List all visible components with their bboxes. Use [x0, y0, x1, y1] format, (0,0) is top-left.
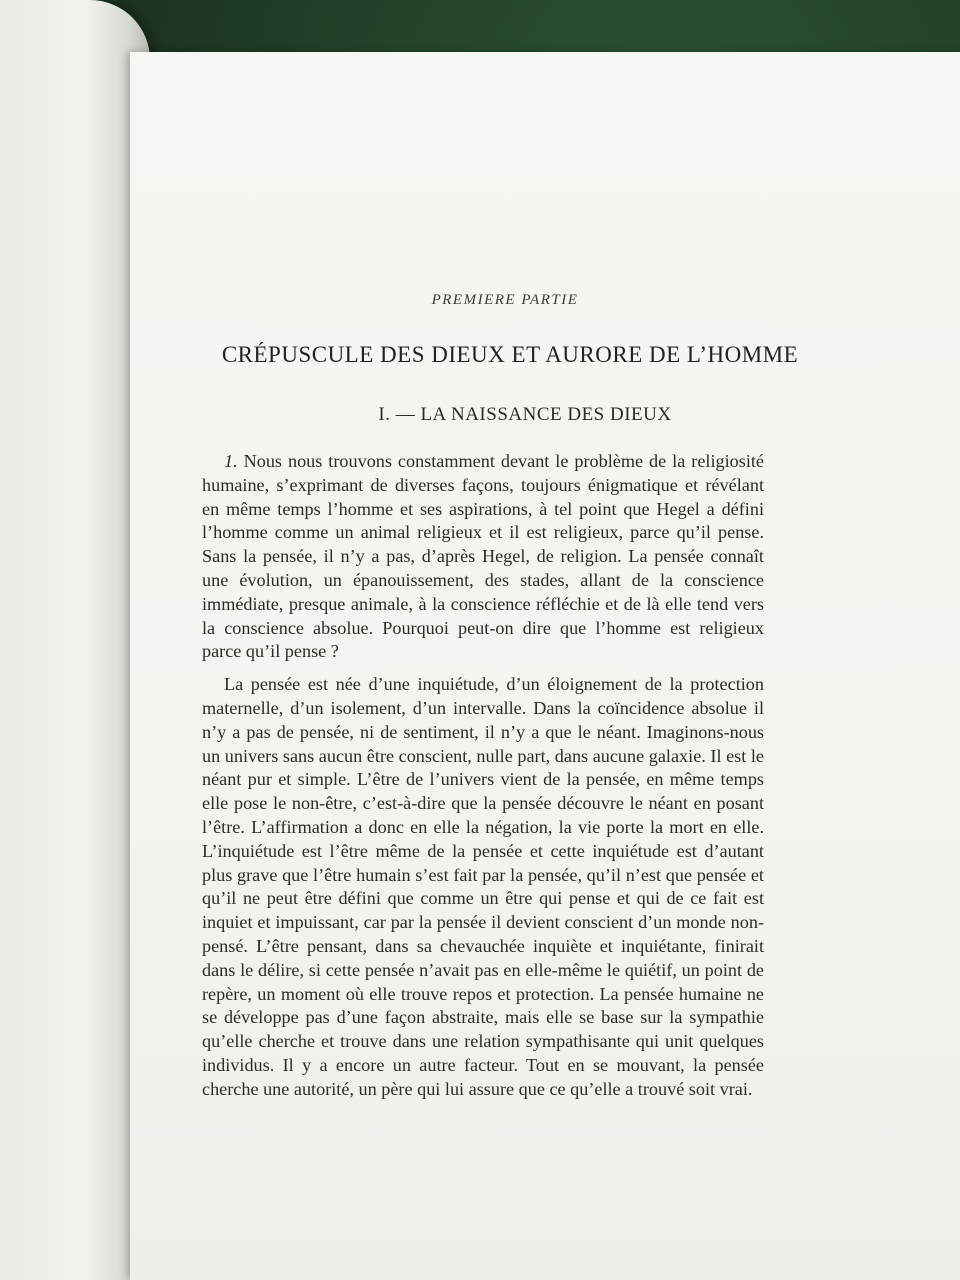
book-page — [130, 52, 960, 1280]
paragraph-1 — [202, 450, 764, 664]
part-label: PREMIERE PARTIE — [431, 292, 579, 308]
paragraph-1-text: Nous nous trouvons constamment devant le problème de la religiosité humaine, s’exprimant de diverses façons, toujours énigmatique et révélant en même temps l’homme et ses aspirations, à tel point que Hegel a défini l’homme comme un animal religieux et il est religieux, parce qu’il pense. Sans la pensée, il n’y a pas, d’après Hegel, de religion. La pensée connaît une évolution, un épanouissement, des stades, allant de la conscience immédiate, presque animale, à la conscience réfléchie et de là elle tend vers la conscience absolue. Pourquoi peut-on dire que l’homme est religieux parce qu’il pense ? — [202, 451, 765, 662]
left-page-edge — [0, 0, 150, 1280]
page-title: CRÉPUSCULE DES DIEUX ET AURORE DE L’HOMME — [221, 342, 799, 367]
chapter-title: I. — LA NAISSANCE DES DIEUX — [378, 404, 672, 425]
paragraph-2: La pensée est née d’une inquiétude, d’un éloignement de la protection maternelle, d’un isolement, d’un intervalle. Dans la coïncidence absolue il n’y a pas de pensée, ni de sentiment, il n’y a que le néant. Imaginons-nous un univers sans aucun être conscient, nulle part, dans aucune galaxie. Il est le néant pur et simple. L’être de l’univers vient de la pensée, en même temps elle pose le non-être, c’est-à-dire que la pensée découvre le néant en posant l’être. L’affirmation a donc en elle la négation, la vie porte la mort en elle. L’inquiétude est l’être même de la pensée et cette inquiétude est d’autant plus grave que l’être humain s’est fait par la pensée, qu’il n’est que pensée et qu’il ne peut être défini que comme un être qui pense et qui de ce fait est inquiet et impuissant, car par la pensée il devient conscient d’un monde non-pensé. L’être pensant, dans sa chevauchée inquiète et inquiétante, finirait dans le délire, si cette pensée n’avait pas en elle-même le quiétif, un point de repère, un moment où elle trouve repos et protection. La pensée humaine ne se développe pas d’une façon abstraite, mais elle se base sur la sympathie qu’elle cherche et trouve dans une relation sympathisante qui unit quelques individus. Il y a encore un autre facteur. Tout en se mouvant, la pensée cherche une autorité, un père qui lui assure que ce qu’elle a trouvé soit vrai. — [202, 674, 764, 1099]
body-text — [202, 450, 764, 1111]
paragraph-number: 1. — [224, 451, 238, 471]
